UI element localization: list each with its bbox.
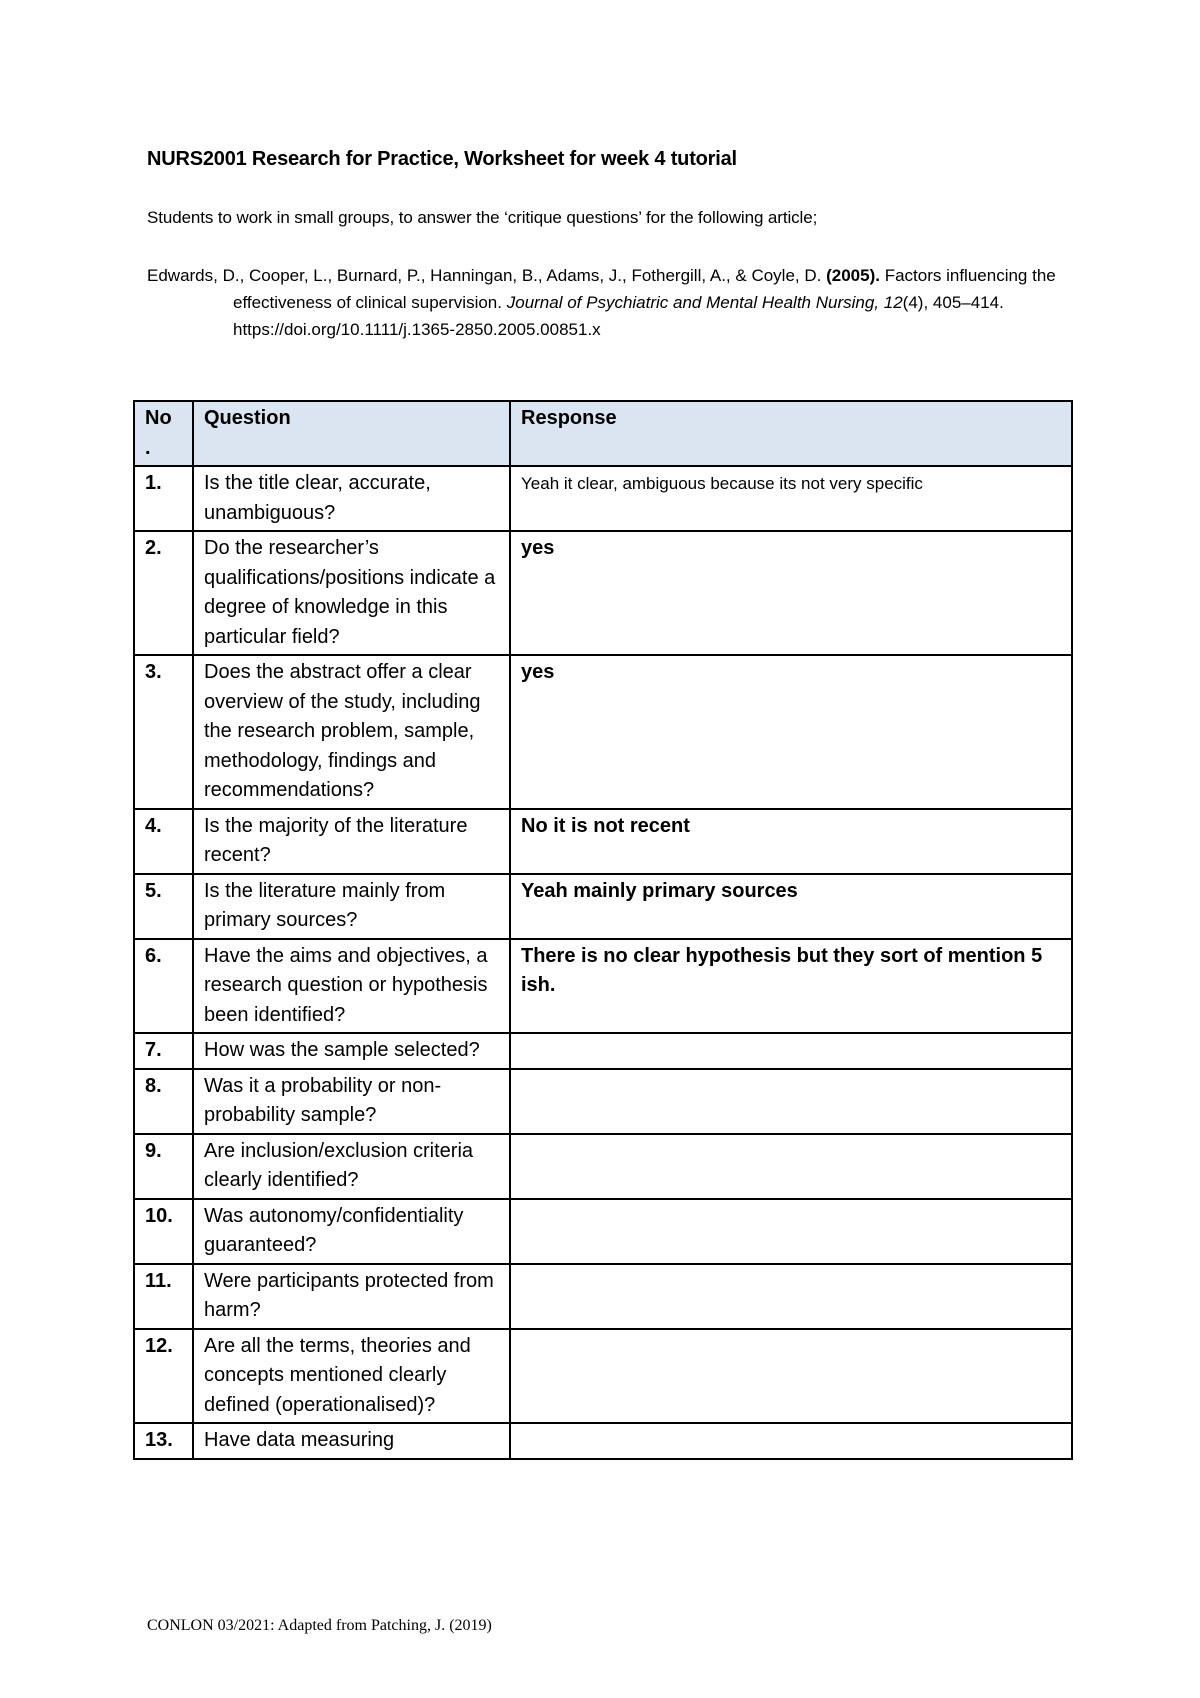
row-question: Was it a probability or non-probability sample?	[193, 1069, 510, 1134]
article-citation	[147, 262, 1092, 343]
row-question: Do the researcher’s qualifications/positions indicate a degree of knowledge in this particular field?	[193, 531, 510, 655]
row-number: 12.	[134, 1329, 193, 1424]
table-row	[134, 466, 1072, 531]
row-response[interactable]: Yeah mainly primary sources	[510, 874, 1072, 939]
citation-doi[interactable]: https://doi.org/10.1111/j.1365-2850.2005.00851.x	[233, 320, 601, 339]
row-number: 13.	[134, 1423, 193, 1459]
row-response[interactable]: There is no clear hypothesis but they sort of mention 5 ish.	[510, 939, 1072, 1034]
table-row	[134, 531, 1072, 655]
citation-year: (2005).	[826, 266, 880, 285]
row-response[interactable]	[510, 1033, 1072, 1069]
row-response[interactable]	[510, 1423, 1072, 1459]
table-row	[134, 1423, 1072, 1459]
row-question: Does the abstract offer a clear overview of the study, including the research problem, sample, methodology, findings and recommendations?	[193, 655, 510, 809]
row-response[interactable]	[510, 1264, 1072, 1329]
row-number: 10.	[134, 1199, 193, 1264]
table-row	[134, 1199, 1072, 1264]
table-row	[134, 655, 1072, 809]
row-response[interactable]: yes	[510, 655, 1072, 809]
row-response[interactable]: No it is not recent	[510, 809, 1072, 874]
table-row	[134, 809, 1072, 874]
worksheet-title: NURS2001 Research for Practice, Worksheet for week 4 tutorial	[147, 148, 737, 170]
row-number: 3.	[134, 655, 193, 809]
row-number: 8.	[134, 1069, 193, 1134]
table-row	[134, 1264, 1072, 1329]
row-number: 1.	[134, 466, 193, 531]
row-question: Were participants protected from harm?	[193, 1264, 510, 1329]
row-number: 7.	[134, 1033, 193, 1069]
table-row	[134, 874, 1072, 939]
table-row	[134, 1069, 1072, 1134]
row-question: Is the majority of the literature recent?	[193, 809, 510, 874]
row-number: 6.	[134, 939, 193, 1034]
header-no: No .	[134, 401, 193, 466]
table-body	[134, 466, 1072, 1459]
citation-issue: (4),	[902, 293, 929, 312]
row-response[interactable]	[510, 1329, 1072, 1424]
table-header-row	[134, 401, 1072, 466]
table-row	[134, 1033, 1072, 1069]
row-response[interactable]: Yeah it clear, ambiguous because its not very specific	[510, 466, 1072, 531]
row-number: 4.	[134, 809, 193, 874]
row-number: 2.	[134, 531, 193, 655]
citation-journal: Journal of Psychiatric and Mental Health Nursing, 12	[506, 293, 903, 312]
row-number: 11.	[134, 1264, 193, 1329]
row-question: Are inclusion/exclusion criteria clearly identified?	[193, 1134, 510, 1199]
row-question: Is the title clear, accurate, unambiguous?	[193, 466, 510, 531]
row-question: Is the literature mainly from primary sources?	[193, 874, 510, 939]
table-row	[134, 939, 1072, 1034]
row-number: 9.	[134, 1134, 193, 1199]
header-question: Question	[193, 401, 510, 466]
citation-pages: 405–414.	[932, 293, 1004, 312]
row-question: Have the aims and objectives, a research question or hypothesis been identified?	[193, 939, 510, 1034]
instructions-text: Students to work in small groups, to answer the ‘critique questions’ for the following article;	[147, 208, 818, 227]
row-response[interactable]: yes	[510, 531, 1072, 655]
table-row	[134, 1329, 1072, 1424]
table-row	[134, 1134, 1072, 1199]
row-question: Are all the terms, theories and concepts mentioned clearly defined (operationalised)?	[193, 1329, 510, 1424]
citation-authors: Edwards, D., Cooper, L., Burnard, P., Hanningan, B., Adams, J., Fothergill, A., & Coyle, D.	[147, 266, 822, 285]
footer-credit: CONLON 03/2021: Adapted from Patching, J. (2019)	[147, 1617, 492, 1634]
citation-article-title: Factors influencing the effectiveness of clinical supervision.	[233, 266, 1056, 312]
row-question: Have data measuring	[193, 1423, 510, 1459]
row-response[interactable]	[510, 1134, 1072, 1199]
header-response: Response	[510, 401, 1072, 466]
critique-table	[133, 400, 1073, 1460]
row-response[interactable]	[510, 1199, 1072, 1264]
row-number: 5.	[134, 874, 193, 939]
row-response[interactable]	[510, 1069, 1072, 1134]
row-question: Was autonomy/confidentiality guaranteed?	[193, 1199, 510, 1264]
row-question: How was the sample selected?	[193, 1033, 510, 1069]
